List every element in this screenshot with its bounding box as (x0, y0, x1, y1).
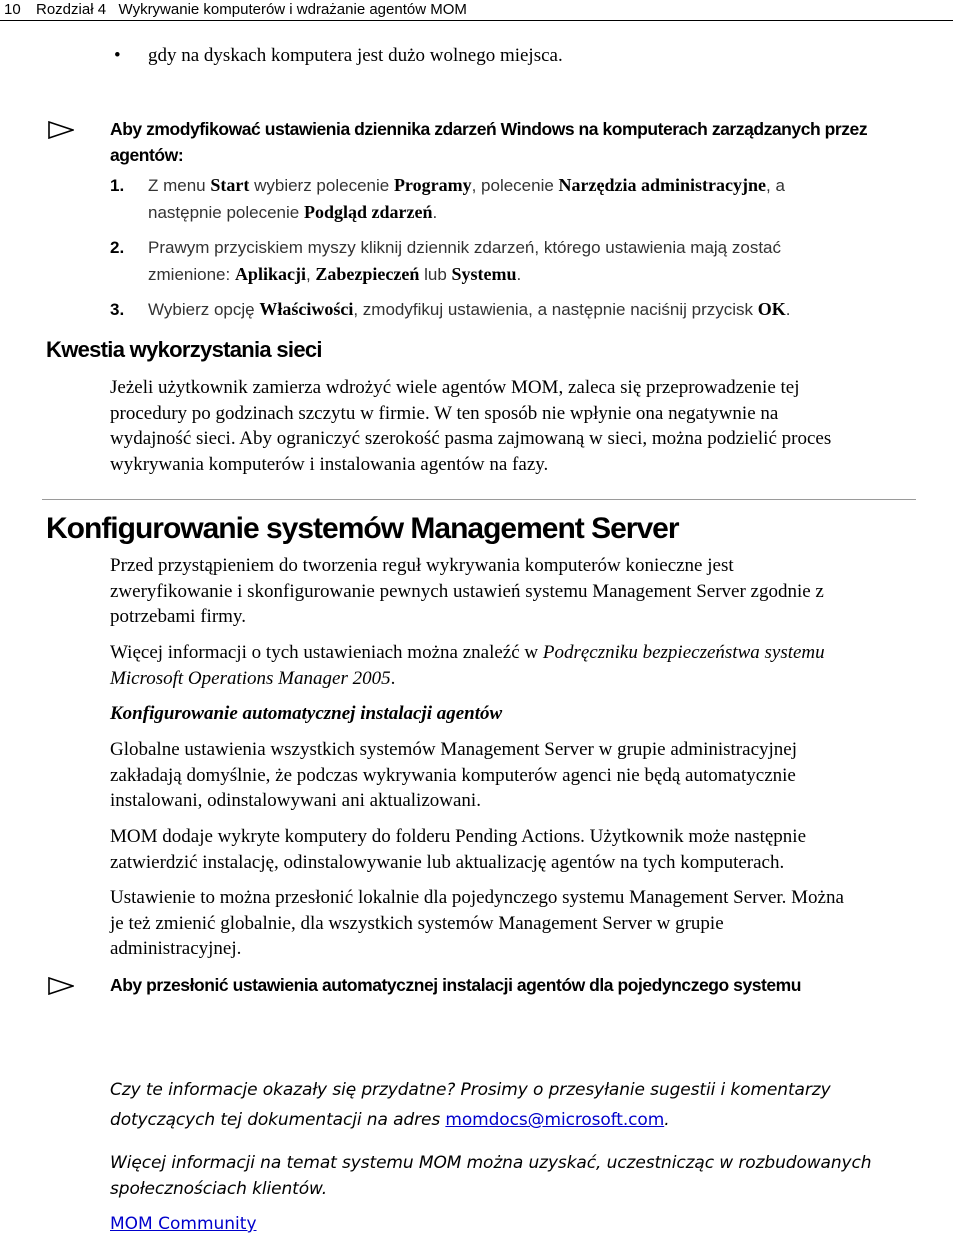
page-number: 10 (4, 1, 21, 18)
procedure-title-line2: agentów: (110, 145, 184, 165)
paragraph-line (110, 666, 950, 692)
procedure-arrow-icon (48, 121, 74, 139)
step-text-part: , (305, 265, 316, 284)
ui-term: Narzędzia administracyjne (558, 175, 767, 195)
step-text-part: Z menu (148, 176, 211, 195)
feedback-line: Czy te informacje okazały się przydatne? Prosimy o przesyłanie sugestii i komentarzy (110, 1080, 831, 1100)
header-rule (0, 20, 953, 21)
text-part: . (664, 1110, 670, 1130)
network-section-paragraph (110, 375, 950, 477)
ui-term: Właściwości (259, 299, 354, 319)
ui-term: Zabezpieczeń (315, 264, 420, 284)
bullet-text: gdy na dyskach komputera jest dużo wolnego miejsca. (148, 45, 563, 66)
mom-community-link[interactable]: MOM Community (110, 1214, 257, 1234)
paragraph-line: Ustawienie to można przesłonić lokalnie dla pojedynczego systemu Management Server. Można (110, 887, 844, 908)
network-section-heading: Kwestia wykorzystania sieci (46, 337, 322, 362)
feedback-line (110, 1105, 950, 1135)
step-text (148, 172, 948, 226)
paragraph-line: potrzebami firmy. (110, 606, 246, 627)
step-text-part: wybierz polecenie (249, 176, 394, 195)
step-text-part: zmienione: (148, 265, 235, 284)
feedback-note (110, 1075, 950, 1135)
step-text-part: Prawym przyciskiem myszy kliknij dziennik zdarzeń, którego ustawienia mają zostać (148, 238, 781, 257)
text-part: Więcej informacji o tych ustawieniach można znaleźć w (110, 642, 543, 663)
section-divider (42, 499, 916, 500)
main-paragraph-2 (110, 640, 950, 691)
procedure-step-2 (110, 234, 940, 290)
paragraph-line: je też zmienić globalnie, dla wszystkich systemów Management Server w grupie (110, 912, 724, 934)
main-paragraph-4 (110, 824, 950, 875)
main-paragraph-1 (110, 553, 950, 630)
mom-community-link-wrap (110, 1211, 257, 1237)
procedure-step-1 (110, 172, 940, 228)
subsection-heading: Konfigurowanie automatycznej instalacji agentów (110, 703, 503, 724)
ui-term: Aplikacji (234, 264, 306, 284)
step-text-part: lub (419, 265, 452, 284)
procedure-2-title: Aby przesłonić ustawienia automatycznej instalacji agentów dla pojedynczego systemu (110, 975, 802, 995)
paragraph-line: administracyjnej. (110, 938, 242, 959)
main-section-heading: Konfigurowanie systemów Management Server (46, 512, 679, 545)
text-part: . (390, 667, 396, 689)
paragraph-line: wydajność sieci. Aby ograniczyć szerokość pasma zajmowaną w sieci, można podzielić proces (110, 428, 832, 449)
step-number: 1. (110, 176, 125, 195)
procedure-title-line1: Aby zmodyfikować ustawienia dziennika zdarzeń Windows na komputerach zarządzanych przez (110, 119, 868, 139)
step-text (148, 296, 948, 323)
book-title: Microsoft Operations Manager 2005 (110, 667, 391, 689)
community-line: Więcej informacji na temat systemu MOM można uzyskać, uczestnicząc w rozbudowanych (110, 1153, 872, 1173)
paragraph-line (110, 640, 950, 666)
paragraph-line: Jeżeli użytkownik zamierza wdrożyć wiele agentów MOM, zaleca się przeprowadzenie tej (110, 377, 800, 398)
step-text-part: Wybierz opcję (148, 300, 260, 319)
step-text-part: . (432, 203, 438, 222)
main-paragraph-5 (110, 885, 950, 962)
paragraph-line: instalowani, odinstalowywani ani aktualizowani. (110, 790, 481, 811)
ui-term: OK (757, 299, 786, 319)
ui-term: Start (210, 175, 250, 195)
chapter-title: Rozdział 4 Wykrywanie komputerów i wdrażanie agentów MOM (36, 1, 467, 18)
procedure-arrow-icon (48, 977, 74, 995)
paragraph-line: zatwierdzić instalację, odinstalowywanie lub aktualizację agentów na tych komputerach. (110, 851, 785, 873)
ui-term: Systemu (451, 264, 517, 284)
paragraph-line: Globalne ustawienia wszystkich systemów Management Server w grupie administracyjnej (110, 739, 797, 760)
ui-term: Podgląd zdarzeń (303, 202, 433, 222)
paragraph-line: wykrywania komputerów i instalowania agentów na fazy. (110, 453, 549, 475)
paragraph-line: zakładają domyślnie, że podczas wykrywania komputerów agenci nie będą automatycznie (110, 764, 796, 786)
step-number: 2. (110, 238, 125, 257)
main-paragraph-3 (110, 737, 950, 814)
step-text-part: następnie polecenie (148, 203, 304, 222)
step-text-part: , a (766, 176, 785, 195)
running-header (0, 0, 960, 20)
step-text-part: , zmodyfikuj ustawienia, a następnie naciśnij przycisk (353, 300, 758, 319)
feedback-email-link[interactable]: momdocs@microsoft.com (445, 1110, 665, 1130)
paragraph-line: zweryfikowanie i skonfigurowanie pewnych ustawień systemu Management Server zgodnie z (110, 580, 824, 602)
community-note (110, 1150, 950, 1202)
procedure-step-3 (110, 296, 940, 324)
step-text (148, 234, 948, 288)
bullet-symbol: • (114, 45, 121, 66)
ui-term: Programy (393, 175, 472, 195)
step-number: 3. (110, 300, 125, 319)
step-text-part: . (516, 265, 522, 284)
paragraph-line: MOM dodaje wykryte komputery do folderu Pending Actions. Użytkownik może następnie (110, 826, 807, 847)
book-title: Podręczniku bezpieczeństwa systemu (542, 642, 825, 663)
step-text-part: . (785, 300, 791, 319)
paragraph-line: Przed przystąpieniem do tworzenia reguł wykrywania komputerów konieczne jest (110, 555, 734, 576)
paragraph-line: procedury po godzinach szczytu w firmie. W ten sposób nie wpłynie ona negatywnie na (110, 402, 779, 424)
text-part: dotyczących tej dokumentacji na adres (110, 1110, 446, 1130)
community-line: społecznościach klientów. (110, 1179, 328, 1199)
step-text-part: , polecenie (471, 176, 559, 195)
